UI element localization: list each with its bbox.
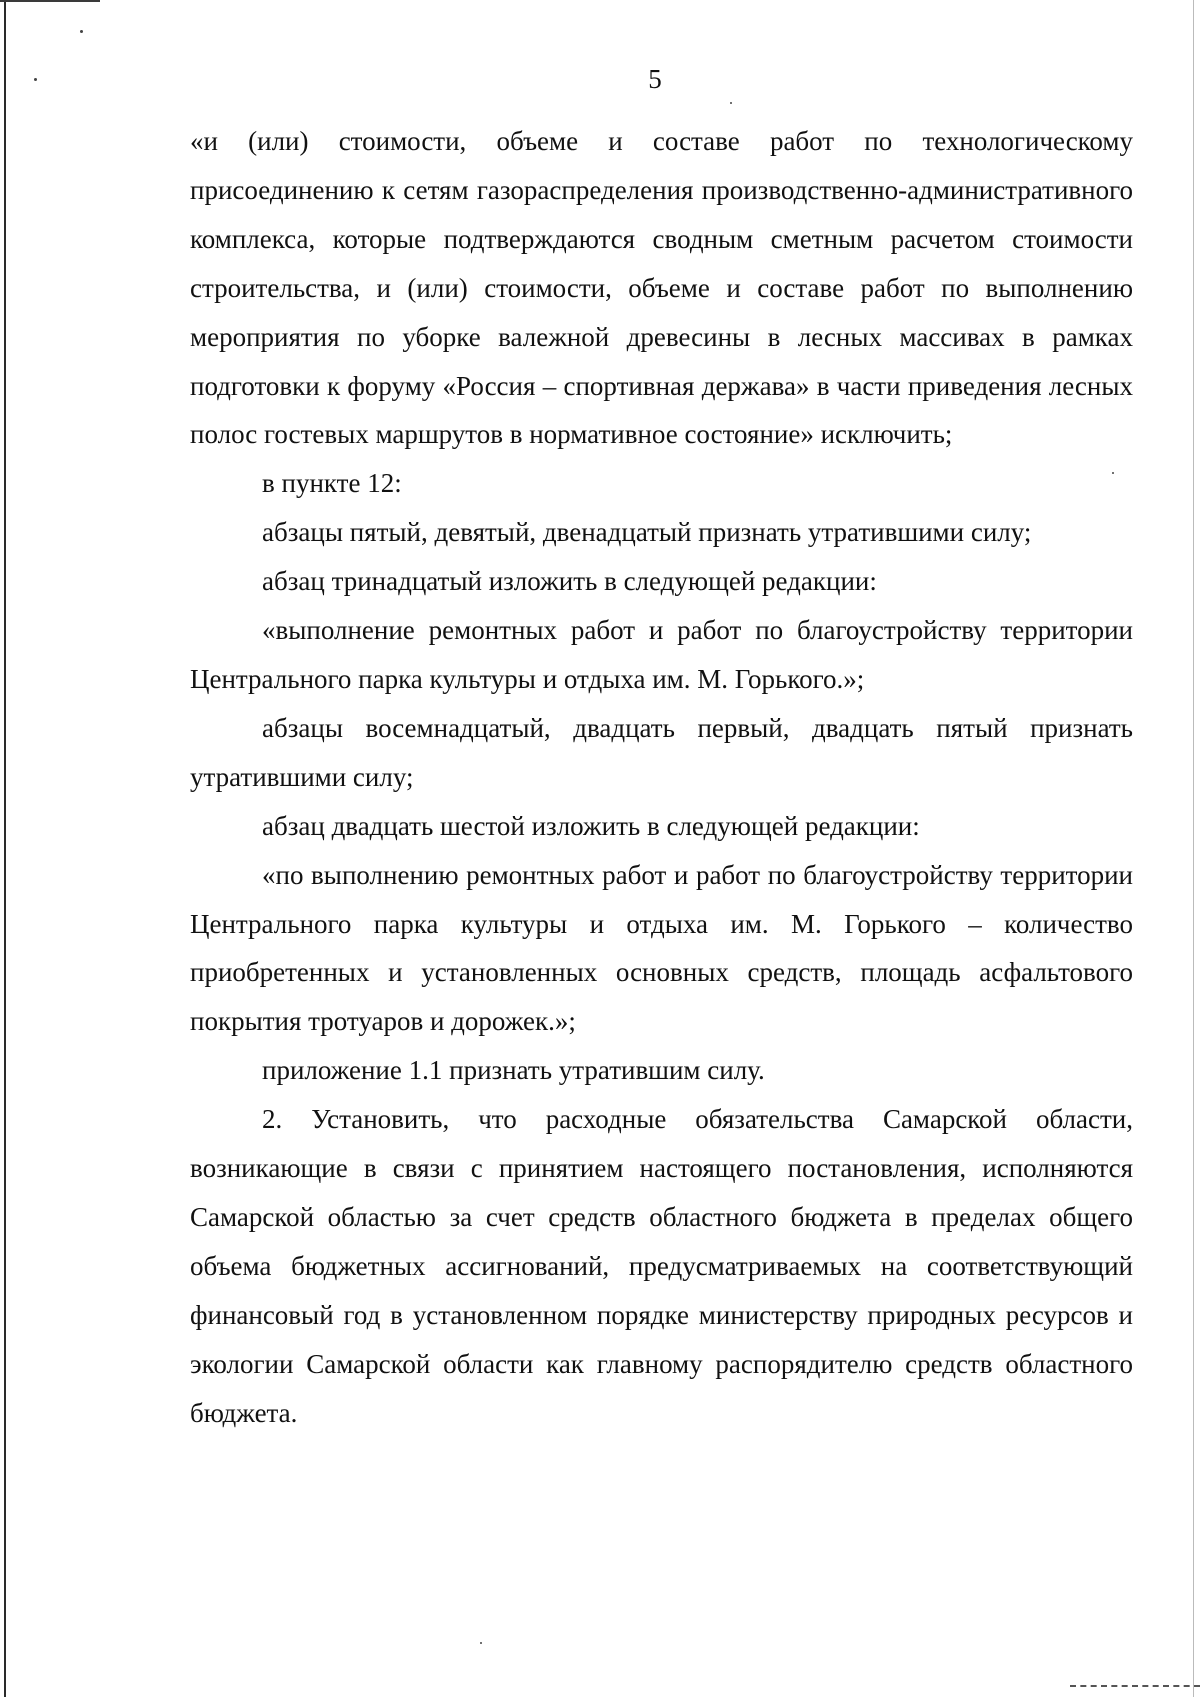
- paragraph: абзацы восемнадцатый, двадцать первый, двадцать пятый признать утратившими силу;: [190, 712, 1133, 792]
- scan-speck: [730, 102, 732, 104]
- scan-edge-left: [4, 0, 6, 1697]
- paragraph: «выполнение ремонтных работ и работ по благоустройству территории Центрального парка культуры и отдыха им. М. Горького.»;: [190, 615, 1133, 694]
- paragraph: абзац двадцать шестой изложить в следующей редакции:: [262, 810, 920, 841]
- scan-edge-right: [1193, 0, 1194, 1697]
- paragraph: приложение 1.1 признать утратившим силу.: [262, 1055, 765, 1086]
- paragraph: абзацы пятый, девятый, двенадцатый признать утратившими силу;: [262, 517, 1032, 548]
- paragraph: 2. Установить, что расходные обязательства Самарской области, возникающие в связи с принятием настоящего постановления, исполняются Самарской областью за счет средств областного бюджета в пределах общего объема бюджетных ассигнований, предусматриваемых на соответствующий финансовый год в установленном порядке министерству природных ресурсов и экологии Самарской области как главному распорядителю средств областного бюджета.: [190, 1104, 1133, 1428]
- document-body: [190, 117, 1133, 1437]
- scan-edge-bottom: [1070, 1685, 1200, 1689]
- paragraph: «и (или) стоимости, объеме и составе работ по технологическому присоединению к сетям газораспределения производственно-административного комплекса, которые подтверждаются сводным сметным расчетом стоимости строительства, и (или) стоимости, объеме и составе работ по выполнению мероприятия по уборке валежной древесины в лесных массивах в рамках подготовки к форуму «Россия – спортивная держава» в части приведения лесных полос гостевых маршрутов в нормативное состояние» исключить;: [190, 126, 1133, 450]
- scan-speck: [480, 1642, 482, 1644]
- scan-speck: [80, 30, 83, 33]
- paragraph: «по выполнению ремонтных работ и работ по благоустройству территории Центрального парка культуры и отдыха им. М. Горького – количество приобретенных и установленных основных средств, площадь асфальтового покрытия тротуаров и дорожек.»;: [190, 859, 1133, 1037]
- page-number: 5: [648, 64, 662, 94]
- paragraph: абзац тринадцатый изложить в следующей редакции:: [262, 566, 877, 597]
- scan-edge-top: [0, 0, 100, 2]
- paragraph: в пункте 12:: [262, 468, 402, 499]
